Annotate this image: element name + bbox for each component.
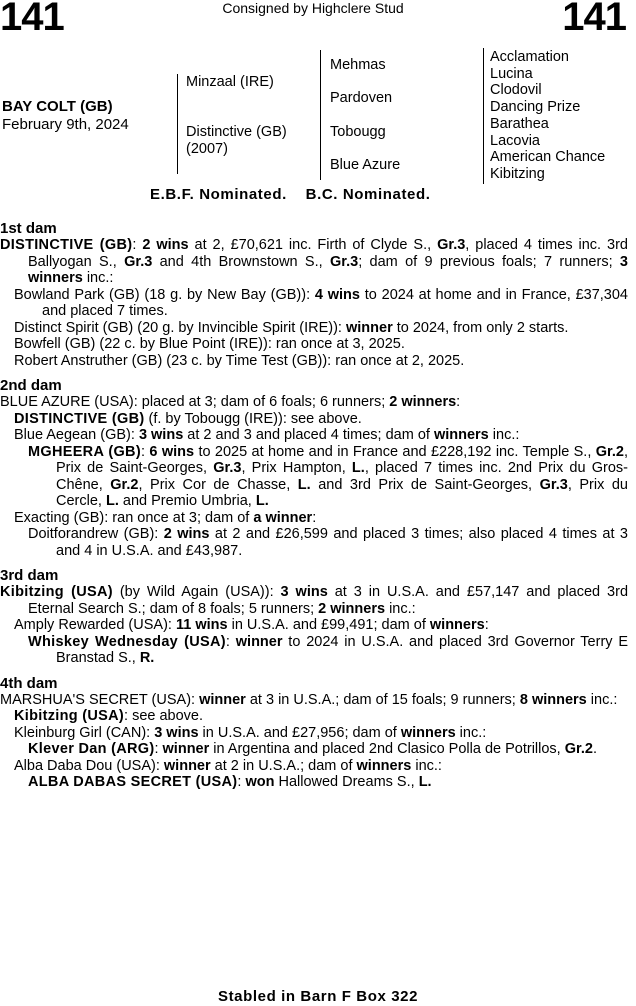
pedigree-entry bbox=[0, 725, 628, 742]
pedigree-gen3-6: Lacovia bbox=[490, 132, 540, 149]
emphasis-text: winners bbox=[433, 427, 489, 443]
emphasis-text: Gr.3 bbox=[539, 476, 568, 493]
entry-text: : bbox=[237, 774, 246, 790]
entry-text: BLUE AZURE (USA): placed at 3; dam of 6 foals; 6 runners; bbox=[0, 394, 390, 410]
emphasis-text: 4 wins bbox=[314, 286, 360, 303]
pedigree-entry bbox=[0, 692, 628, 709]
produce-record bbox=[0, 220, 628, 791]
pedigree-entry bbox=[0, 444, 628, 510]
horse-name: BAY COLT (GB) bbox=[2, 98, 113, 115]
emphasis-text: ALBA DABAS SECRET (USA) bbox=[28, 774, 238, 790]
pedigree-gen3-7: American Chance bbox=[490, 149, 606, 166]
entry-text: , placed 7 times inc. 2nd Prix du Gros-Chêne, bbox=[56, 460, 628, 493]
emphasis-text: L. bbox=[105, 493, 119, 509]
emphasis-text: winner bbox=[199, 691, 246, 708]
entry-text: inc.: bbox=[488, 427, 520, 443]
emphasis-text: MGHEERA (GB) bbox=[28, 443, 141, 460]
entry-text: and Premio Umbria, bbox=[118, 493, 256, 509]
emphasis-text: Gr.2 bbox=[595, 443, 624, 460]
pedigree-entry bbox=[0, 526, 628, 559]
pedigree-dam-year: (2007) bbox=[186, 141, 228, 157]
emphasis-text: Gr.3 bbox=[124, 253, 153, 270]
entry-text: in U.S.A. and £27,956; dam of bbox=[198, 724, 401, 741]
lot-number-right: 141 bbox=[562, 0, 626, 39]
pedigree-bracket-2 bbox=[320, 50, 321, 180]
emphasis-text: L. bbox=[418, 774, 432, 790]
section-heading: 2nd dam bbox=[0, 377, 62, 394]
emphasis-text: Kibitzing (USA) bbox=[14, 708, 125, 724]
emphasis-text: 2 wins bbox=[163, 526, 210, 542]
entry-text: Kleinburg Girl (CAN): bbox=[14, 724, 155, 741]
entry-text: Hallowed Dreams S., bbox=[274, 774, 419, 790]
entry-text: at 2 and £26,599 and placed 3 times; also placed 4 times at 3 and 4 in U.S.A. and £43,987. bbox=[56, 526, 628, 559]
pedigree-sire: Minzaal (IRE) bbox=[186, 74, 274, 90]
entry-text: inc.: bbox=[411, 757, 442, 774]
emphasis-text: 2 winners bbox=[389, 394, 457, 410]
emphasis-text: Kibitzing (USA) bbox=[0, 584, 113, 600]
entry-text: to 2024, from only 2 starts. bbox=[392, 319, 569, 336]
pedigree-gen3-4: Dancing Prize bbox=[490, 99, 581, 116]
emphasis-text: L. bbox=[351, 460, 365, 476]
entry-text: , Prix du Cercle, bbox=[56, 476, 628, 509]
pedigree-bracket-1 bbox=[177, 74, 178, 174]
emphasis-text: a winner bbox=[253, 509, 313, 526]
entry-text: Doitforandrew (GB): bbox=[28, 526, 164, 542]
pedigree-gen3-8: Kibitzing bbox=[490, 165, 545, 182]
emphasis-text: 3 winners bbox=[28, 253, 628, 286]
lot-number-left: 141 bbox=[0, 0, 64, 39]
entry-text: at 3 in U.S.A. and £57,147 and placed 3rd Eternal Search S.; dam of 8 foals; 5 runners; bbox=[28, 584, 629, 617]
emphasis-text: Klever Dan (ARG) bbox=[28, 741, 155, 757]
emphasis-text: Gr.3 bbox=[213, 460, 242, 476]
emphasis-text: 3 wins bbox=[138, 427, 184, 443]
pedigree-entry bbox=[0, 237, 628, 287]
entry-text: Bowland Park (GB) (18 g. by New Bay (GB)): bbox=[14, 286, 315, 303]
pedigree-entry bbox=[0, 353, 628, 370]
pedigree-gen3-3: Clodovil bbox=[490, 82, 542, 99]
consignor: Consigned by Highclere Stud bbox=[222, 0, 404, 16]
pedigree-entry bbox=[0, 617, 628, 634]
pedigree-dam: Distinctive (GB) bbox=[186, 124, 287, 140]
entry-text: (by Wild Again (USA)): bbox=[112, 584, 281, 600]
entry-text: (f. by Tobougg (IRE)): see above. bbox=[144, 410, 362, 427]
emphasis-text: Gr.3 bbox=[329, 253, 359, 270]
entry-text: : bbox=[140, 443, 150, 460]
pedigree-entry bbox=[0, 320, 628, 337]
pedigree-entry bbox=[0, 394, 628, 411]
emphasis-text: L. bbox=[297, 476, 311, 493]
entry-text: at 3 in U.S.A.; dam of 15 foals; 9 runners; bbox=[245, 691, 520, 708]
nomination-bc: B.C. Nominated. bbox=[305, 186, 431, 203]
emphasis-text: L. bbox=[255, 493, 269, 509]
entry-text: : bbox=[484, 617, 489, 633]
pedigree-gen3-2: Lucina bbox=[490, 65, 533, 82]
emphasis-text: 11 wins bbox=[175, 617, 228, 633]
emphasis-text: 2 winners bbox=[318, 600, 386, 617]
entry-text: at 2, £70,621 inc. Firth of Clyde S., bbox=[188, 237, 438, 253]
emphasis-text: winner bbox=[345, 319, 393, 336]
stabling-info: Stabled in Barn F Box 322 bbox=[217, 988, 419, 1005]
entry-text: Blue Aegean (GB): bbox=[14, 427, 139, 443]
pedigree-entry bbox=[0, 708, 628, 725]
pedigree-entry bbox=[0, 287, 628, 320]
entry-text: at 2 and 3 and placed 4 times; dam of bbox=[183, 427, 434, 443]
entry-text: inc.: bbox=[586, 691, 618, 708]
pedigree-entry bbox=[0, 774, 628, 791]
entry-text: Bowfell (GB) (22 c. by Blue Point (IRE)): ran once at 3, 2025. bbox=[14, 336, 405, 352]
emphasis-text: DISTINCTIVE (GB) bbox=[0, 237, 133, 253]
entry-text: : bbox=[225, 633, 236, 650]
entry-text: and 4th Brownstown S., bbox=[152, 253, 330, 270]
entry-text: ; dam of 9 previous foals; 7 runners; bbox=[358, 253, 620, 270]
horse-foaled-date: February 9th, 2024 bbox=[2, 116, 129, 133]
emphasis-text: Gr.2 bbox=[110, 476, 139, 493]
entry-text: , Prix Hampton, bbox=[241, 460, 352, 476]
entry-text: MARSHUA'S SECRET (USA): bbox=[0, 691, 200, 708]
emphasis-text: winners bbox=[429, 617, 485, 633]
emphasis-text: Whiskey Wednesday (USA) bbox=[28, 633, 226, 650]
entry-text: , placed 4 times inc. 3rd Ballyogan S., bbox=[28, 237, 628, 270]
emphasis-text: winners bbox=[356, 757, 412, 774]
entry-text: at 2 in U.S.A.; dam of bbox=[210, 757, 357, 774]
nomination-ebf: E.B.F. Nominated. bbox=[150, 186, 287, 203]
pedigree-sire-dam: Pardoven bbox=[330, 90, 393, 106]
entry-text: in U.S.A. and £99,491; dam of bbox=[227, 617, 430, 633]
section-heading: 4th dam bbox=[0, 674, 58, 692]
pedigree-dam-sire: Tobougg bbox=[330, 124, 386, 140]
emphasis-text: 6 wins bbox=[149, 443, 195, 460]
pedigree-gen3-5: Barathea bbox=[490, 115, 549, 132]
pedigree-entry bbox=[0, 741, 628, 758]
entry-text: , Prix de Saint-Georges, bbox=[56, 443, 628, 476]
section-heading: 3rd dam bbox=[0, 567, 59, 584]
section-heading: 1st dam bbox=[0, 220, 57, 237]
pedigree-sire-sire: Mehmas bbox=[330, 57, 386, 73]
emphasis-text: DISTINCTIVE (GB) bbox=[14, 410, 145, 427]
entry-text: inc.: bbox=[82, 270, 114, 286]
entry-text: inc.: bbox=[385, 600, 416, 617]
emphasis-text: 2 wins bbox=[142, 237, 189, 253]
emphasis-text: winners bbox=[400, 724, 456, 741]
emphasis-text: winner bbox=[163, 757, 211, 774]
entry-text: : bbox=[132, 237, 143, 253]
emphasis-text: winner bbox=[235, 633, 283, 650]
pedigree-entry bbox=[0, 758, 628, 775]
pedigree-entry bbox=[0, 634, 628, 667]
pedigree-entry bbox=[0, 510, 628, 527]
entry-text: . bbox=[592, 741, 597, 757]
entry-text: : bbox=[154, 741, 163, 757]
entry-text: and 3rd Prix de Saint-Georges, bbox=[310, 476, 540, 493]
nominations bbox=[150, 186, 431, 204]
entry-text: in Argentina and placed 2nd Clasico Polla de Potrillos, bbox=[209, 741, 565, 757]
entry-text: : bbox=[456, 394, 461, 410]
emphasis-text: won bbox=[245, 774, 275, 790]
emphasis-text: R. bbox=[139, 650, 155, 666]
entry-text: Exacting (GB): ran once at 3; dam of bbox=[14, 509, 254, 526]
pedigree-gen3-1: Acclamation bbox=[490, 49, 569, 65]
entry-text: Robert Anstruther (GB) (23 c. by Time Test (GB)): ran once at 2, 2025. bbox=[14, 352, 465, 369]
entry-text: to 2024 at home and in France, £37,304 and placed 7 times. bbox=[42, 286, 628, 319]
emphasis-text: Gr.3 bbox=[437, 237, 466, 253]
emphasis-text: 3 wins bbox=[154, 724, 199, 741]
entry-text: Amply Rewarded (USA): bbox=[14, 617, 176, 633]
entry-text: Alba Daba Dou (USA): bbox=[14, 757, 164, 774]
entry-text: : bbox=[312, 509, 317, 526]
emphasis-text: 8 winners bbox=[519, 691, 587, 708]
pedigree-bracket-3 bbox=[483, 48, 484, 184]
entry-text: Distinct Spirit (GB) (20 g. by Invincible Spirit (IRE)): bbox=[14, 319, 346, 336]
entry-text: inc.: bbox=[455, 724, 487, 741]
entry-text: to 2025 at home and in France and £228,192 inc. Temple S., bbox=[194, 443, 596, 460]
entry-text: : see above. bbox=[124, 708, 204, 724]
emphasis-text: 3 wins bbox=[280, 584, 328, 600]
pedigree-entry bbox=[0, 427, 628, 444]
entry-text: , Prix Cor de Chasse, bbox=[138, 476, 298, 493]
pedigree-entry bbox=[0, 584, 628, 617]
emphasis-text: winner bbox=[162, 741, 210, 757]
pedigree-entry bbox=[0, 411, 628, 428]
pedigree-dam-dam: Blue Azure bbox=[330, 157, 401, 173]
entry-text: to 2024 in U.S.A. and placed 3rd Governor Terry E Branstad S., bbox=[56, 633, 629, 666]
emphasis-text: Gr.2 bbox=[564, 741, 593, 757]
pedigree-entry bbox=[0, 336, 628, 353]
